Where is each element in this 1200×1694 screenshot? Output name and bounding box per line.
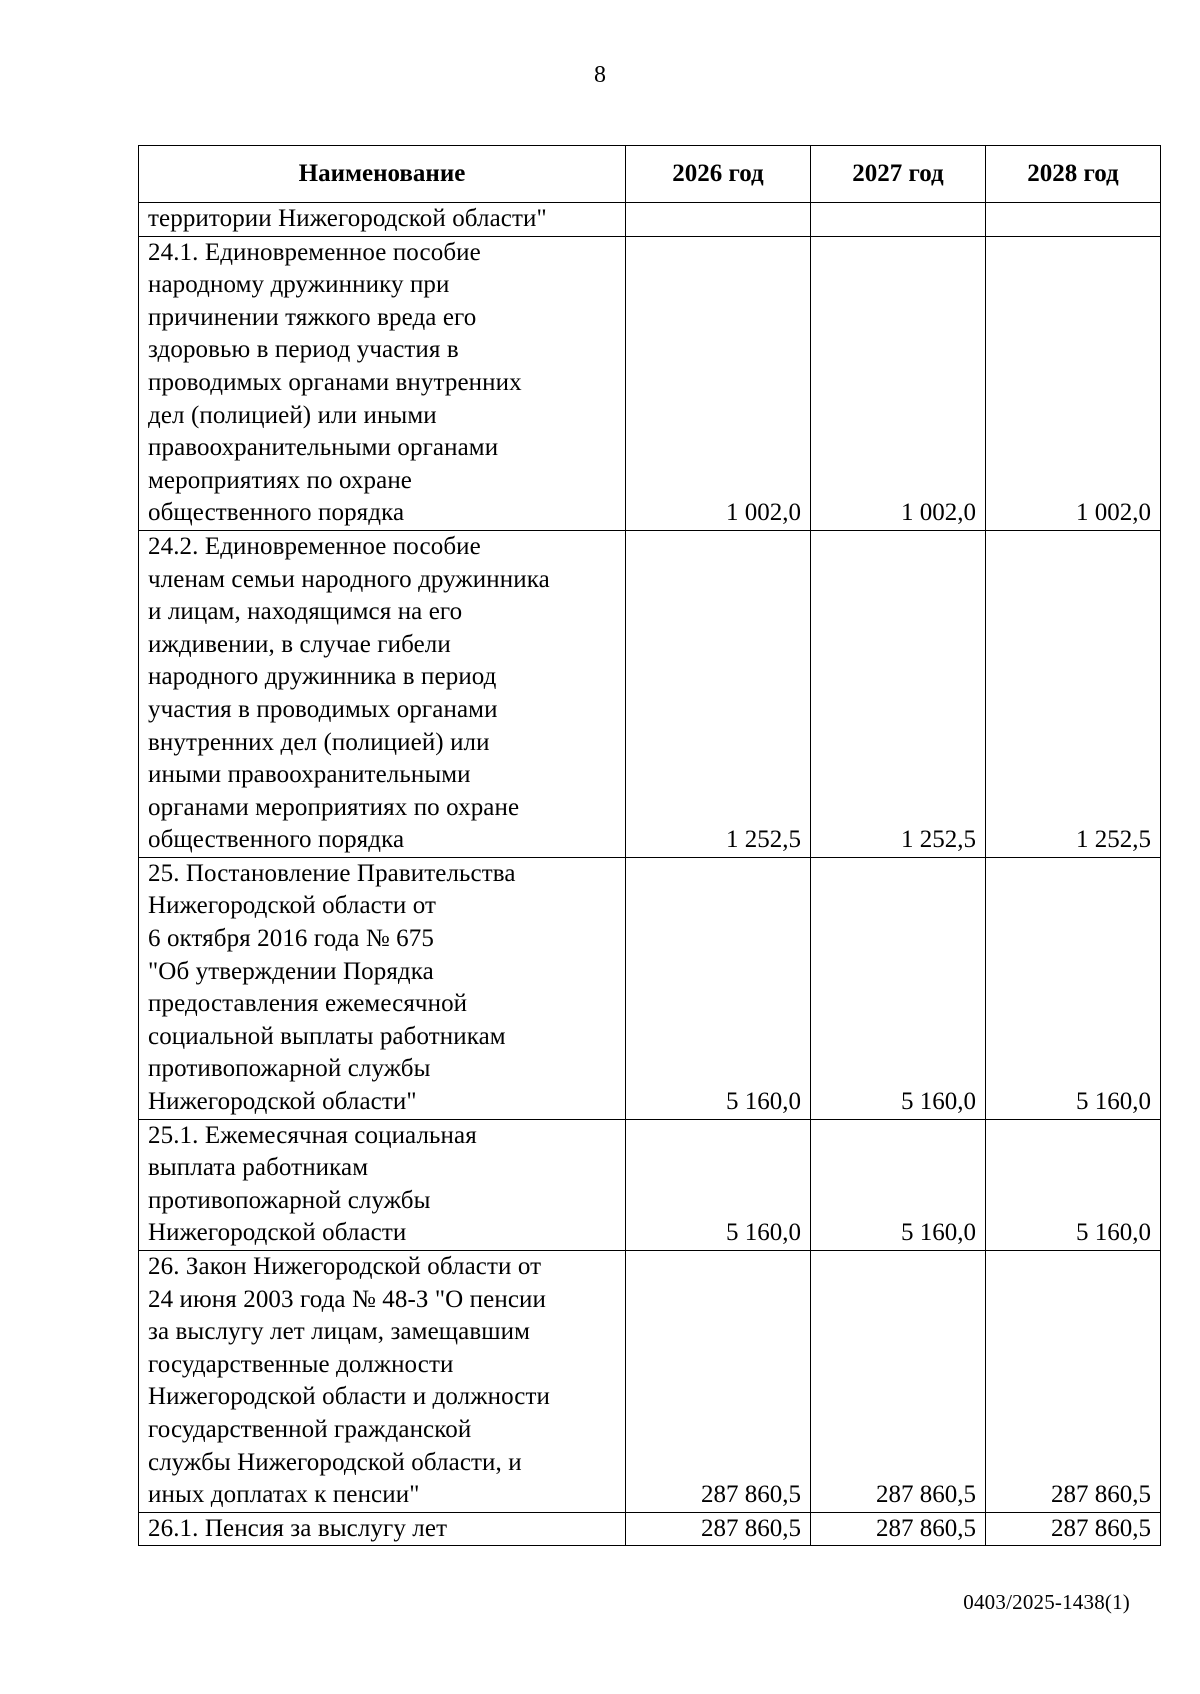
row-value-2027: 5 160,0 [811, 857, 986, 1119]
row-value-2027: 1 002,0 [811, 236, 986, 530]
row-value-2027: 1 252,5 [811, 530, 986, 857]
table-header-row [139, 146, 1161, 203]
header-name: Наименование [139, 146, 626, 203]
row-name: 24.1. Единовременное пособие народному дружиннику при причинении тяжкого вреда его здоровью в период участия в проводимых органами внутренних дел (полицией) или иными правоохранительными органами мероприятиях по охране общественного порядка [139, 236, 626, 530]
row-value-2026: 287 860,5 [626, 1512, 811, 1546]
row-value-2028: 1 252,5 [986, 530, 1161, 857]
table-row [139, 1251, 1161, 1513]
row-value-2026: 287 860,5 [626, 1251, 811, 1513]
page-number: 8 [594, 62, 606, 88]
row-value-2027: 287 860,5 [811, 1512, 986, 1546]
table-row [139, 1119, 1161, 1250]
document-code: 0403/2025-1438(1) [963, 1590, 1130, 1614]
row-value-2026 [626, 203, 811, 237]
row-value-2028: 5 160,0 [986, 857, 1161, 1119]
row-value-2027: 5 160,0 [811, 1119, 986, 1250]
table-row [139, 1512, 1161, 1546]
row-name: 26. Закон Нижегородской области от 24 июня 2003 года № 48-З "О пенсии за выслугу лет лицам, замещавшим государственные должности Нижегородской области и должности государственной гражданской службы Нижегородской области, и иных доплатах к пенсии" [139, 1251, 626, 1513]
row-value-2028: 1 002,0 [986, 236, 1161, 530]
header-2028: 2028 год [986, 146, 1161, 203]
table-row [139, 236, 1161, 530]
row-value-2027 [811, 203, 986, 237]
row-name: территории Нижегородской области" [139, 203, 626, 237]
row-value-2026: 1 002,0 [626, 236, 811, 530]
table-row [139, 530, 1161, 857]
row-value-2028: 287 860,5 [986, 1512, 1161, 1546]
row-name: 26.1. Пенсия за выслугу лет [139, 1512, 626, 1546]
header-2027: 2027 год [811, 146, 986, 203]
row-value-2026: 5 160,0 [626, 857, 811, 1119]
header-2026: 2026 год [626, 146, 811, 203]
budget-table [138, 145, 1161, 1546]
row-value-2026: 5 160,0 [626, 1119, 811, 1250]
row-name: 25. Постановление Правительства Нижегородской области от 6 октября 2016 года № 675 "Об утверждении Порядка предоставления ежемесячной социальной выплаты работникам противопожарной службы Нижегородской области" [139, 857, 626, 1119]
row-value-2028: 287 860,5 [986, 1251, 1161, 1513]
row-value-2027: 287 860,5 [811, 1251, 986, 1513]
row-value-2028 [986, 203, 1161, 237]
table-row [139, 203, 1161, 237]
row-name: 24.2. Единовременное пособие членам семьи народного дружинника и лицам, находящимся на его иждивении, в случае гибели народного дружинника в период участия в проводимых органами внутренних дел (полицией) или иными правоохранительными органами мероприятиях по охране общественного порядка [139, 530, 626, 857]
table-row [139, 857, 1161, 1119]
row-value-2026: 1 252,5 [626, 530, 811, 857]
row-name: 25.1. Ежемесячная социальная выплата работникам противопожарной службы Нижегородской области [139, 1119, 626, 1250]
row-value-2028: 5 160,0 [986, 1119, 1161, 1250]
